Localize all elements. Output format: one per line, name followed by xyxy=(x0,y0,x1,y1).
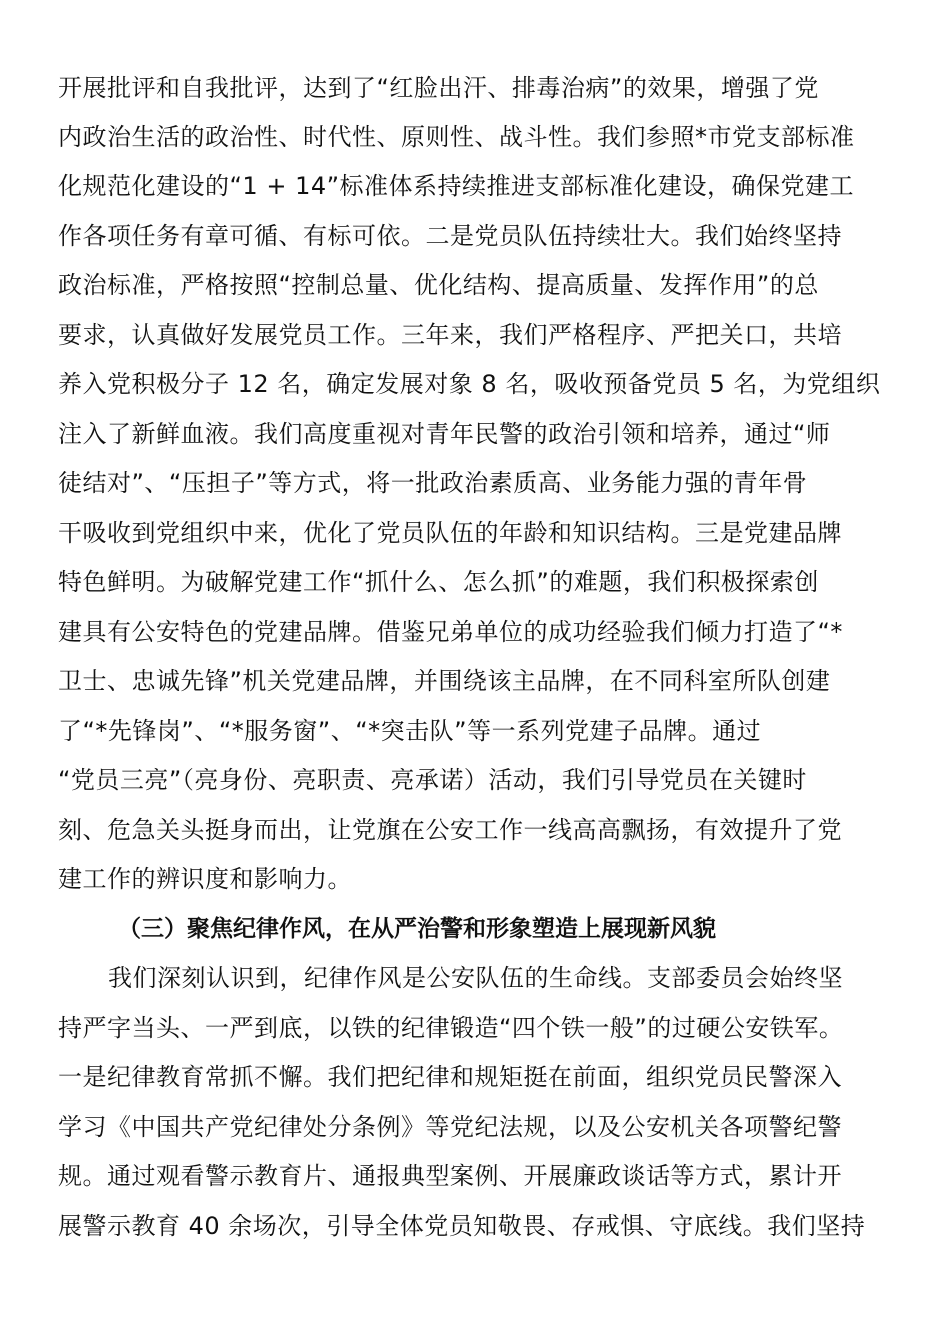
paragraph-1-line-10: 干吸收到党组织中来，优化了党员队伍的年龄和知识结构。三是党建品牌 xyxy=(58,519,842,547)
paragraph-1-line-6: 要求，认真做好发展党员工作。三年来，我们严格程序、严把关口，共培 xyxy=(58,321,842,349)
paragraph-1-line-8: 注入了新鲜血液。我们高度重视对青年民警的政治引领和培养，通过“师 xyxy=(58,420,831,448)
paragraph-2-line-1: 我们深刻认识到，纪律作风是公安队伍的生命线。支部委员会始终坚 xyxy=(108,964,843,992)
paragraph-1-line-1: 开展批评和自我批评，达到了“红脸出汗、排毒治病”的效果，增强了党 xyxy=(58,74,819,102)
paragraph-1-line-14: 了“*先锋岗”、“*服务窗”、“*突击队”等一系列党建子品牌。通过 xyxy=(58,717,762,745)
paragraph-1-line-15: “党员三亮”（亮身份、亮职责、亮承诺）活动，我们引导党员在关键时 xyxy=(58,766,807,794)
paragraph-1-line-17: 建工作的辨识度和影响力。 xyxy=(58,865,352,893)
paragraph-1-line-2: 内政治生活的政治性、时代性、原则性、战斗性。我们参照*市党支部标准 xyxy=(58,123,855,151)
paragraph-1-line-5: 政治标准，严格按照“控制总量、优化结构、提高质量、发挥作用”的总 xyxy=(58,271,819,299)
paragraph-2-line-5: 规。通过观看警示教育片、通报典型案例、开展廉政谈话等方式，累计开 xyxy=(58,1162,842,1190)
paragraph-1-line-4: 作各项任务有章可循、有标可依。二是党员队伍持续壮大。我们始终坚持 xyxy=(58,222,842,250)
paragraph-1-line-9: 徒结对”、“压担子”等方式，将一批政治素质高、业务能力强的青年骨 xyxy=(58,469,808,497)
paragraph-1-line-11: 特色鲜明。为破解党建工作“抓什么、怎么抓”的难题，我们积极探索创 xyxy=(58,568,819,596)
paragraph-2-line-4: 学习《中国共产党纪律处分条例》等党纪法规，以及公安机关各项警纪警 xyxy=(58,1113,842,1141)
section-heading: （三）聚焦纪律作风，在从严治警和形象塑造上展现新风貌 xyxy=(118,916,716,942)
paragraph-1-line-13: 卫士、忠诚先锋”机关党建品牌，并围绕该主品牌，在不同科室所队创建 xyxy=(58,667,831,695)
paragraph-2-line-3: 一是纪律教育常抓不懈。我们把纪律和规矩挺在前面，组织党员民警深入 xyxy=(58,1063,842,1091)
paragraph-1-line-12: 建具有公安特色的党建品牌。借鉴兄弟单位的成功经验我们倾力打造了“* xyxy=(58,618,843,646)
paragraph-2-line-6: 展警示教育 40 余场次，引导全体党员知敬畏、存戒惧、守底线。我们坚持 xyxy=(58,1212,866,1240)
paragraph-2-line-2: 持严字当头、一严到底，以铁的纪律锻造“四个铁一般”的过硬公安铁军。 xyxy=(58,1014,844,1042)
paragraph-1-line-16: 刻、危急关头挺身而出，让党旗在公安工作一线高高飘扬，有效提升了党 xyxy=(58,816,842,844)
paragraph-1-line-7: 养入党积极分子 12 名，确定发展对象 8 名，吸收预备党员 5 名，为党组织 xyxy=(58,370,881,398)
paragraph-1-line-3: 化规范化建设的“1 + 14”标准体系持续推进支部标准化建设，确保党建工 xyxy=(58,172,855,200)
